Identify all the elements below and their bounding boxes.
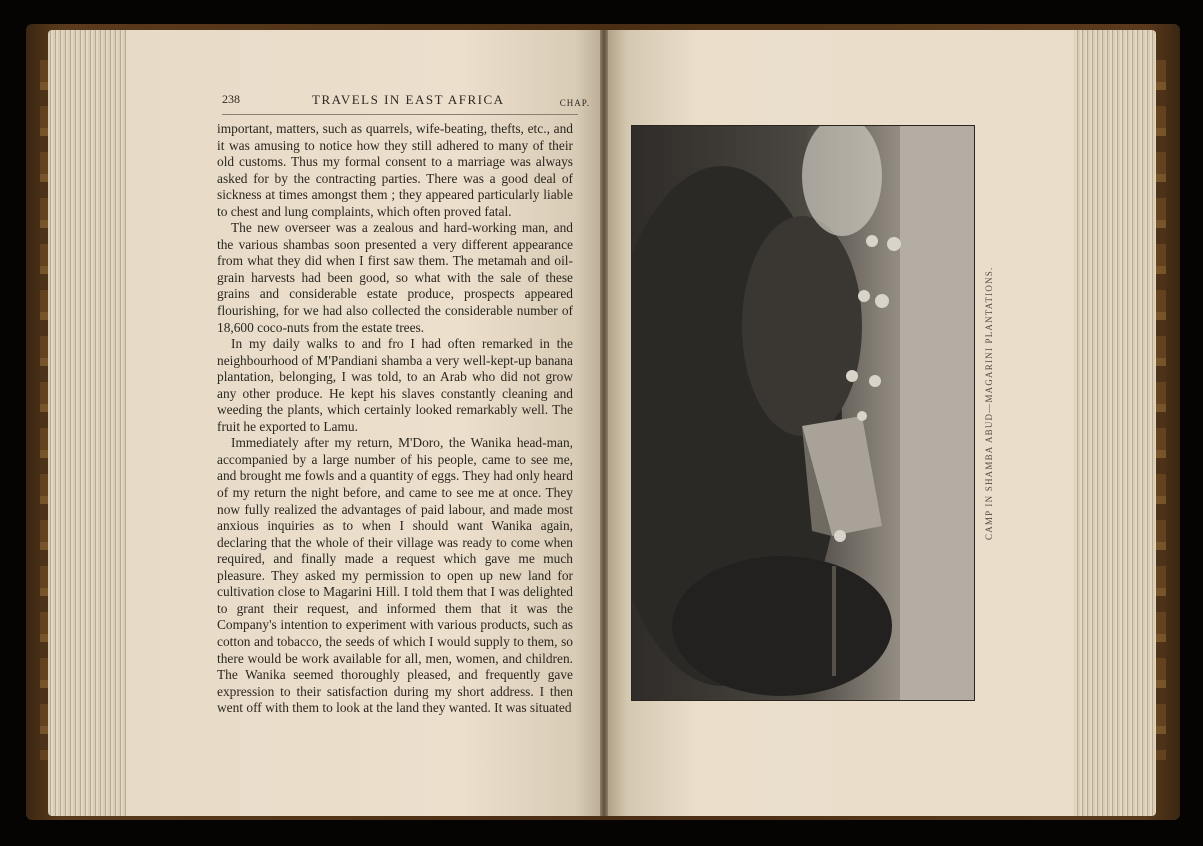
- photograph-plate: [631, 125, 975, 701]
- plate-caption: CAMP IN SHAMBA ABUD—MAGARINI PLANTATIONS.: [984, 266, 994, 540]
- ground-path: [900, 126, 974, 700]
- paragraph: important, matters, such as quarrels, wife-beating, thefts, etc., and it was amusing to notice how they still adhered to many of their old customs. Thus my formal consent to a marriage was always asked for by the contracting parties. There was a good deal of sickness at times amongst them ; they appeared particularly liable to chest and lung complaints, which often proved fatal.: [217, 121, 573, 219]
- chapter-mark: CHAP.: [559, 98, 590, 108]
- paragraph: The new overseer was a zealous and hard-working man, and the various shambas soon presented a very different appearance from what they did when I first saw them. The metamah and oil-grain harvests had been good, so what with the sale of these grains and considerable estate produce, prospects appeared flourishing, for we had also collected the considerable number of 18,600 coco-nuts from the estate trees.: [217, 220, 573, 335]
- body-text: [217, 121, 573, 717]
- header-rule: [222, 114, 578, 115]
- page-number: 238: [222, 92, 240, 106]
- book-gutter: [600, 30, 608, 816]
- page-edges-right: [1070, 30, 1156, 816]
- paragraph: Immediately after my return, M'Doro, the Wanika head-man, accompanied by a large number of his people, came to see me, and brought me fowls and a quantity of eggs. They had only heard of my return the night before, and came to see me at once. They now fully realized the advantages of paid labour, and made most anxious inquiries as to when I should want Wanika again, declaring that the whole of their village was ready to come when required, and finally made a request which gave me much pleasure. They asked my permission to open up new land for cultivation close to Magarini Hill. I told them that I was delighted to grant their request, and informed them that it was the Company's intention to experiment with various products, such as cotton and tobacco, the seeds of which I would supply to them, so there would be work available for all, men, women, and children. The Wanika seemed thoroughly pleased, and frequently gave expression to their satisfaction during my short address. I then went off with them to look at the land they wanted. It was situated: [217, 435, 573, 716]
- tree-trunk: [832, 566, 836, 676]
- tree-crown: [742, 216, 862, 436]
- paragraph: In my daily walks to and fro I had often remarked in the neighbourhood of M'Pandiani shamba a very well-kept-up banana plantation, belonging, I was told, to an Arab who did not grow any other produce. He kept his slaves constantly cleaning and weeding the plants, which certainly looked remarkably well. The fruit he exported to Lamu.: [217, 336, 573, 434]
- palm-foreground: [672, 556, 892, 696]
- running-title: TRAVELS IN EAST AFRICA: [312, 92, 505, 107]
- camp-photograph: [632, 126, 974, 700]
- running-head: [222, 90, 590, 110]
- cover-binding-right: [1156, 60, 1166, 760]
- page-edges-left: [48, 30, 132, 816]
